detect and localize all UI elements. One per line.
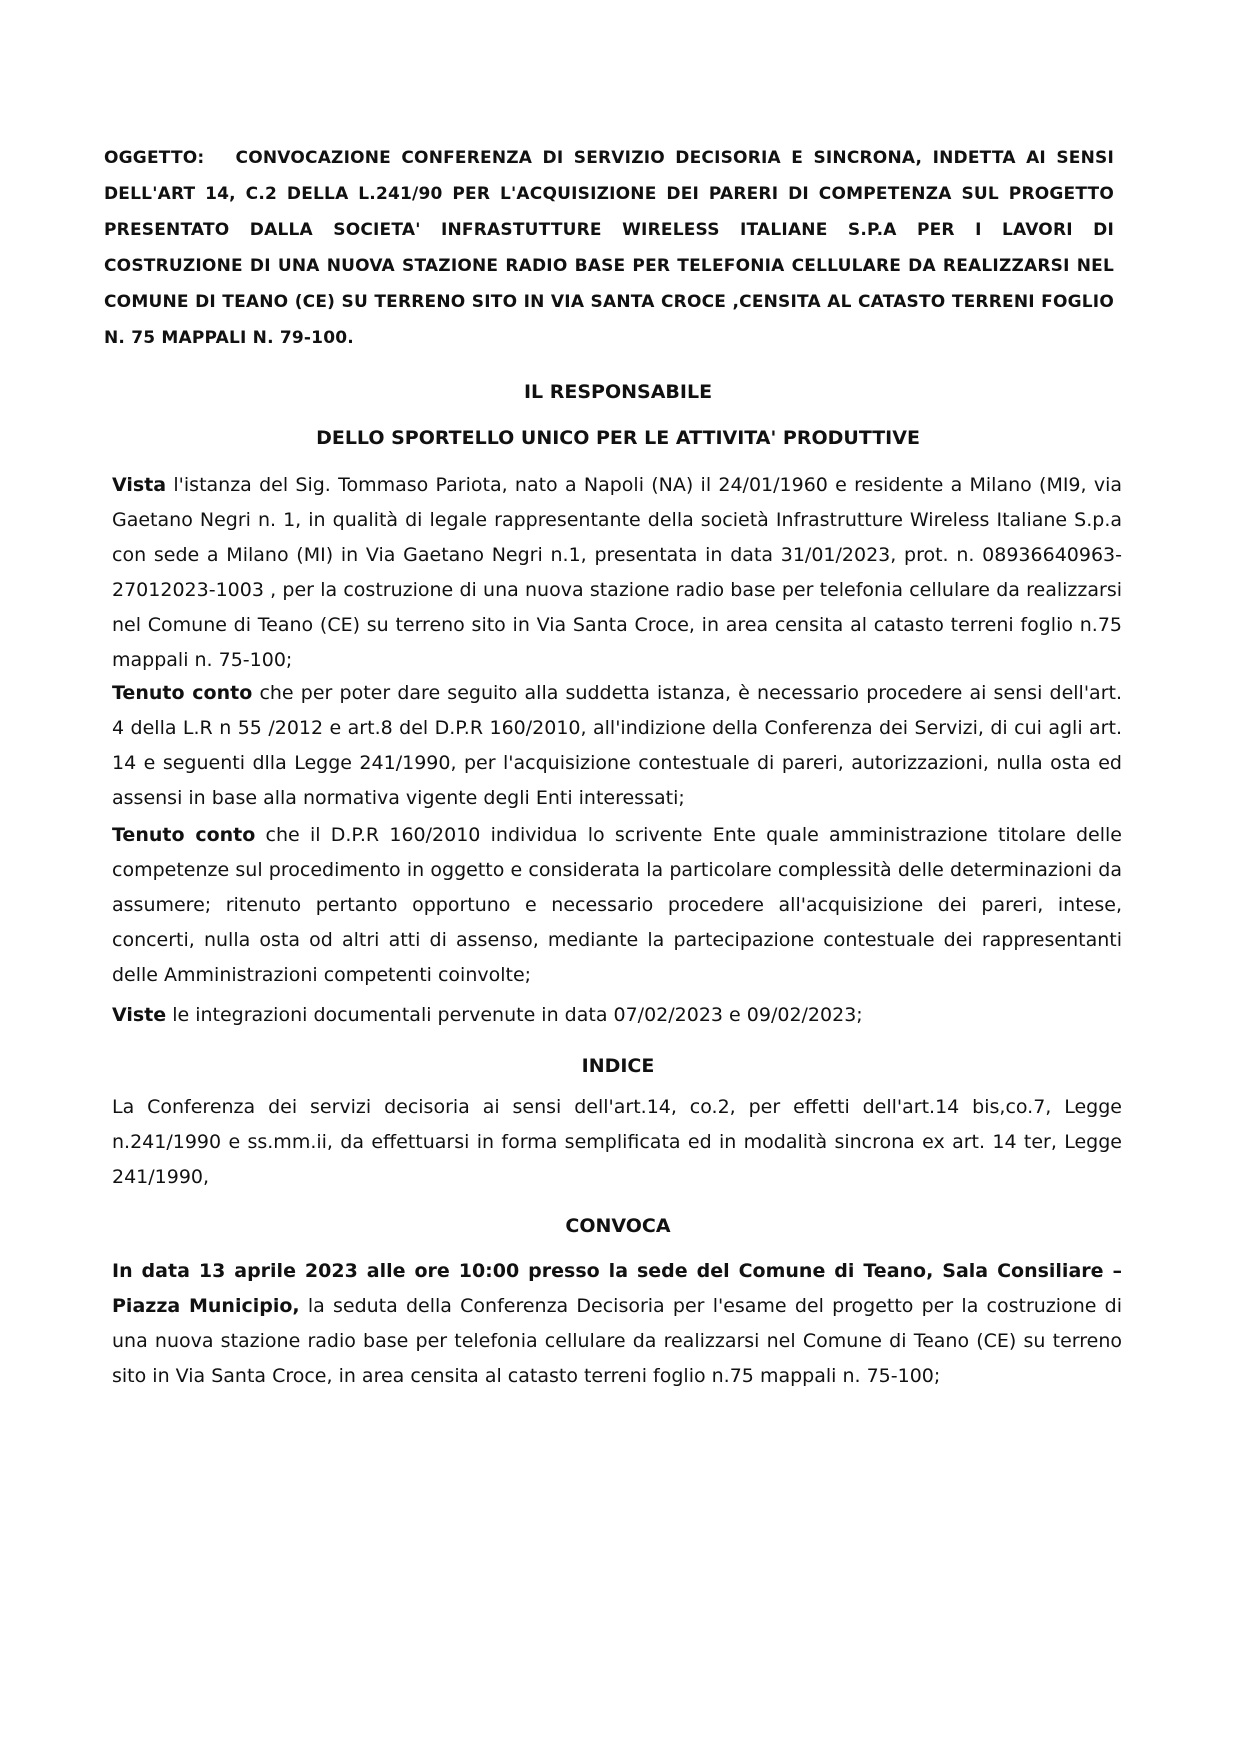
- paragraph-tenuto-conto-1: [112, 676, 1122, 816]
- paragraph-convoca: [112, 1254, 1122, 1394]
- paragraph-indice: La Conferenza dei servizi decisoria ai sensi dell'art.14, co.2, per effetti dell'art.14 bis,co.7, Legge n.241/1990 e ss.mm.ii, da effettuarsi in forma semplificata ed in modalità sincrona ex art. 14 ter, Legge 241/1990,: [112, 1096, 1122, 1188]
- paragraph-viste-lead: Viste: [112, 1004, 167, 1026]
- paragraph-viste-text: le integrazioni documentali pervenute in data 07/02/2023 e 09/02/2023;: [172, 1004, 863, 1026]
- paragraph-tenuto-conto-1-text: che per poter dare seguito alla suddetta istanza, è necessario procedere ai sensi dell'art. 4 della L.R n 55 /2012 e art.8 del D.P.R 160/2010, all'indizione della Conferenza dei Servizi, di cui agli art. 14 e seguenti dlla Legge 241/1990, per l'acquisizione contestuale di pareri, autorizzazioni, nulla osta ed assensi in base alla normativa vigente degli Enti interessati;: [112, 682, 1123, 809]
- heading-indice: INDICE: [581, 1055, 655, 1077]
- paragraph-viste: [112, 998, 1122, 1033]
- paragraph-convoca-lead: In data 13 aprile 2023 alle ore 10:00 presso la sede del Comune di Teano, Sala Consiliare – Piazza Municipio,: [112, 1260, 1122, 1317]
- paragraph-tenuto-conto-1-lead: Tenuto conto: [112, 682, 253, 704]
- heading-convoca: CONVOCA: [565, 1215, 671, 1237]
- paragraph-vista-lead: Vista: [112, 474, 167, 496]
- paragraph-vista-text: l'istanza del Sig. Tommaso Pariota, nato a Napoli (NA) il 24/01/1960 e residente a Milano (MI9, via Gaetano Negri n. 1, in qualità di legale rappresentante della società Infrastrutture Wireless Italiane S.p.a con sede a Milano (MI) in Via Gaetano Negri n.1, presentata in data 31/01/2023, prot. n. 08936640963-27012023-1003 , per la costruzione di una nuova stazione radio base per telefonia cellulare da realizzarsi nel Comune di Teano (CE) su terreno sito in Via Santa Croce, in area censita al catasto terreni foglio n.75 mappali n. 75-100;: [112, 474, 1122, 671]
- paragraph-tenuto-conto-2-text: che il D.P.R 160/2010 individua lo scrivente Ente quale amministrazione titolare delle competenze sul procedimento in oggetto e considerata la particolare complessità delle determinazioni da assumere; ritenuto pertanto opportuno e necessario procedere all'acquisizione dei pareri, intese, concerti, nulla osta od altri atti di assenso, mediante la partecipazione contestuale dei rappresentanti delle Amministrazioni competenti coinvolte;: [112, 824, 1122, 986]
- subject-text: CONVOCAZIONE CONFERENZA DI SERVIZIO DECISORIA E SINCRONA, INDETTA AI SENSI DELL'ART 14, C.2 DELLA L.241/90 PER L'ACQUISIZIONE DEI PARERI DI COMPETENZA SUL PROGETTO PRESENTATO DALLA SOCIETA' INFRASTUTTURE WIRELESS ITALIANE S.P.A PER I LAVORI DI COSTRUZIONE DI UNA NUOVA STAZIONE RADIO BASE PER TELEFONIA CELLULARE DA REALIZZARSI NEL COMUNE DI TEANO (CE) SU TERRENO SITO IN VIA SANTA CROCE ,CENSITA AL CATASTO TERRENI FOGLIO N. 75 MAPPALI N. 79-100.: [104, 148, 1114, 348]
- heading-sportello: DELLO SPORTELLO UNICO PER LE ATTIVITA' PRODUTTIVE: [316, 427, 920, 449]
- paragraph-vista: [112, 468, 1122, 678]
- paragraph-convoca-text: la seduta della Conferenza Decisoria per l'esame del progetto per la costruzione di una nuova stazione radio base per telefonia cellulare da realizzarsi nel Comune di Teano (CE) su terreno sito in Via Santa Croce, in area censita al catasto terreni foglio n.75 mappali n. 75-100;: [112, 1295, 1122, 1387]
- subject-label: OGGETTO:: [104, 148, 205, 168]
- subject-block: [104, 140, 1114, 356]
- paragraph-tenuto-conto-2: [112, 818, 1122, 993]
- heading-responsible: IL RESPONSABILE: [523, 381, 713, 403]
- paragraph-tenuto-conto-2-lead: Tenuto conto: [112, 824, 256, 846]
